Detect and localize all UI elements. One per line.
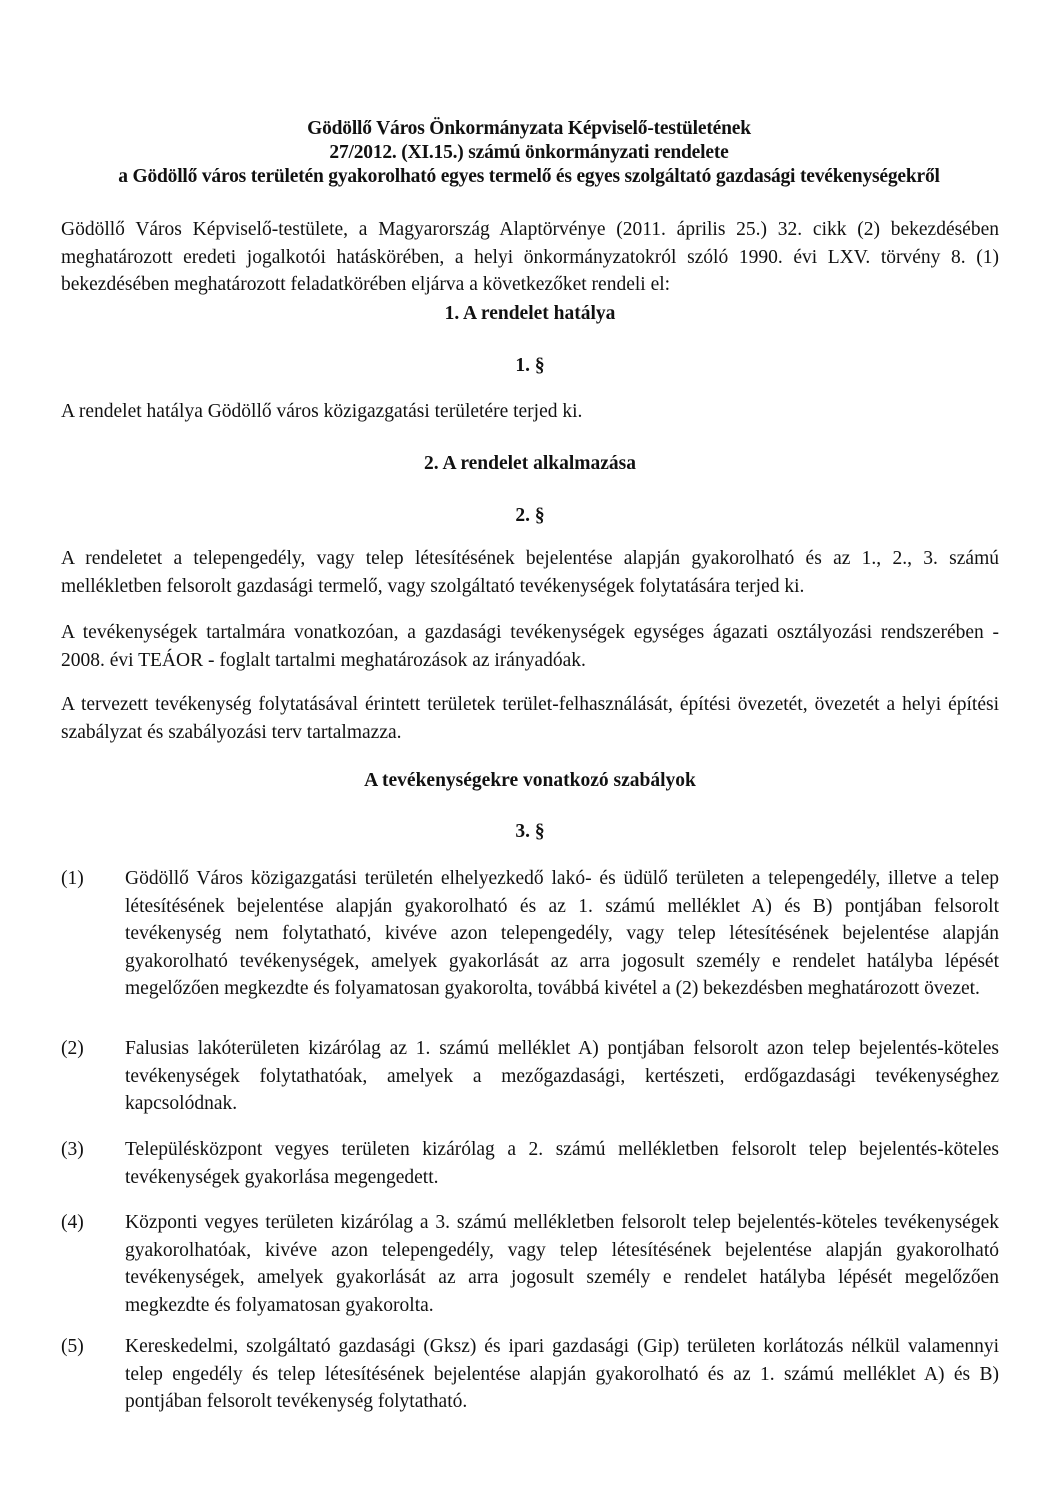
item-text: Gödöllő Város közigazgatási területén elhelyezkedő lakó- és üdülő területen a telepengedély, illetve a telep létesítésének bejelentése alapján gyakorolható és az 1. számú melléklet A) és B) pontjában felsorolt tevékenység nem folytatható, kivéve azon telepengedély, vagy telep létesítésének bejelentése alapján gyakorolható tevékenységek, amelyek gyakorlását az arra jogosult személy e rendelet hatályba lépését megelőzően megkezdte és folyamatosan gyakorolta, továbbá kivétel a (2) bekezdésben meghatározott övezet.: [125, 868, 999, 999]
item-number: (2): [61, 1038, 84, 1059]
section-2-paragraph-1: A rendeletet a telepengedély, vagy telep létesítésének bejelentése alapján gyakorolható és az 1., 2., 3. számú mellékletben felsorolt gazdasági termelő, vagy szolgáltató tevékenységek folytatására terjed ki.: [61, 548, 999, 597]
paragraph-sign-1: 1. §: [515, 355, 545, 376]
paragraph-sign-3: 3. §: [515, 821, 545, 842]
section-1-paragraph: A rendelet hatálya Gödöllő város közigazgatási területére terjed ki.: [61, 401, 583, 422]
section-heading-1: 1. A rendelet hatálya: [444, 303, 616, 324]
section-2-paragraph-3: A tervezett tevékenység folytatásával érintett területek terület-felhasználását, építési övezetét, övezetét a helyi építési szabályzat és szabályozási terv tartalmazza.: [61, 694, 999, 743]
title-line-number: 27/2012. (XI.15.) számú önkormányzati rendelete: [329, 142, 729, 163]
item-text: Központi vegyes területen kizárólag a 3. számú mellékletben felsorolt telep bejelentés-köteles tevékenységek gyakorolhatóak, kivéve azon telepengedély, vagy telep létesítésének bejelentése alapján gyakorolható tevékenységek, amelyek gyakorlását az arra jogosult személy e rendelet hatályba lépését megelőzően megkezdte és folyamatosan gyakorolta.: [125, 1212, 999, 1316]
list-item: [61, 865, 999, 1003]
item-number: (4): [61, 1212, 84, 1233]
item-number: (5): [61, 1336, 84, 1357]
section-heading-3: A tevékenységekre vonatkozó szabályok: [364, 770, 696, 791]
paragraph-sign-2: 2. §: [515, 505, 545, 526]
document-title: [40, 117, 1018, 189]
item-number: (3): [61, 1139, 84, 1160]
section-heading-2: 2. A rendelet alkalmazása: [424, 453, 636, 474]
list-item: [61, 1333, 999, 1416]
list-item: [61, 1136, 999, 1191]
title-line-subject: a Gödöllő város területén gyakorolható egyes termelő és egyes szolgáltató gazdasági tevékenységekről: [118, 166, 940, 187]
list-item: [61, 1209, 999, 1319]
section-2-paragraph-2: A tevékenységek tartalmára vonatkozóan, a gazdasági tevékenységek egységes ágazati osztályozási rendszerében - 2008. évi TEÁOR - foglalt tartalmi meghatározások az irányadóak.: [61, 622, 999, 671]
item-text: Településközpont vegyes területen kizárólag a 2. számú mellékletben felsorolt telep bejelentés-köteles tevékenységek gyakorlása megengedett.: [125, 1139, 999, 1188]
item-number: (1): [61, 868, 84, 889]
item-text: Falusias lakóterületen kizárólag az 1. számú melléklet A) pontjában felsorolt azon telep bejelentés-köteles tevékenységek folytathatóak, amelyek a mezőgazdasági, kertészeti, erdőgazdasági tevékenységhez kapcsolódnak.: [125, 1038, 999, 1114]
title-line-issuer: Gödöllő Város Önkormányzata Képviselő-testületének: [307, 118, 751, 139]
list-item: [61, 1035, 999, 1118]
preamble: Gödöllő Város Képviselő-testülete, a Magyarország Alaptörvénye (2011. április 25.) 32. cikk (2) bekezdésében meghatározott eredeti jogalkotói hatáskörében, a helyi önkormányzatokról szóló 1990. évi LXV. törvény 8. (1) bekezdésében meghatározott feladatkörében eljárva a következőket rendeli el:: [61, 219, 999, 295]
item-text: Kereskedelmi, szolgáltató gazdasági (Gksz) és ipari gazdasági (Gip) területen korlátozás nélkül valamennyi telep engedély és telep létesítésének bejelentése alapján gyakorolható és az 1. számú melléklet A) és B) pontjában felsorolt tevékenység folytatható.: [125, 1336, 999, 1412]
